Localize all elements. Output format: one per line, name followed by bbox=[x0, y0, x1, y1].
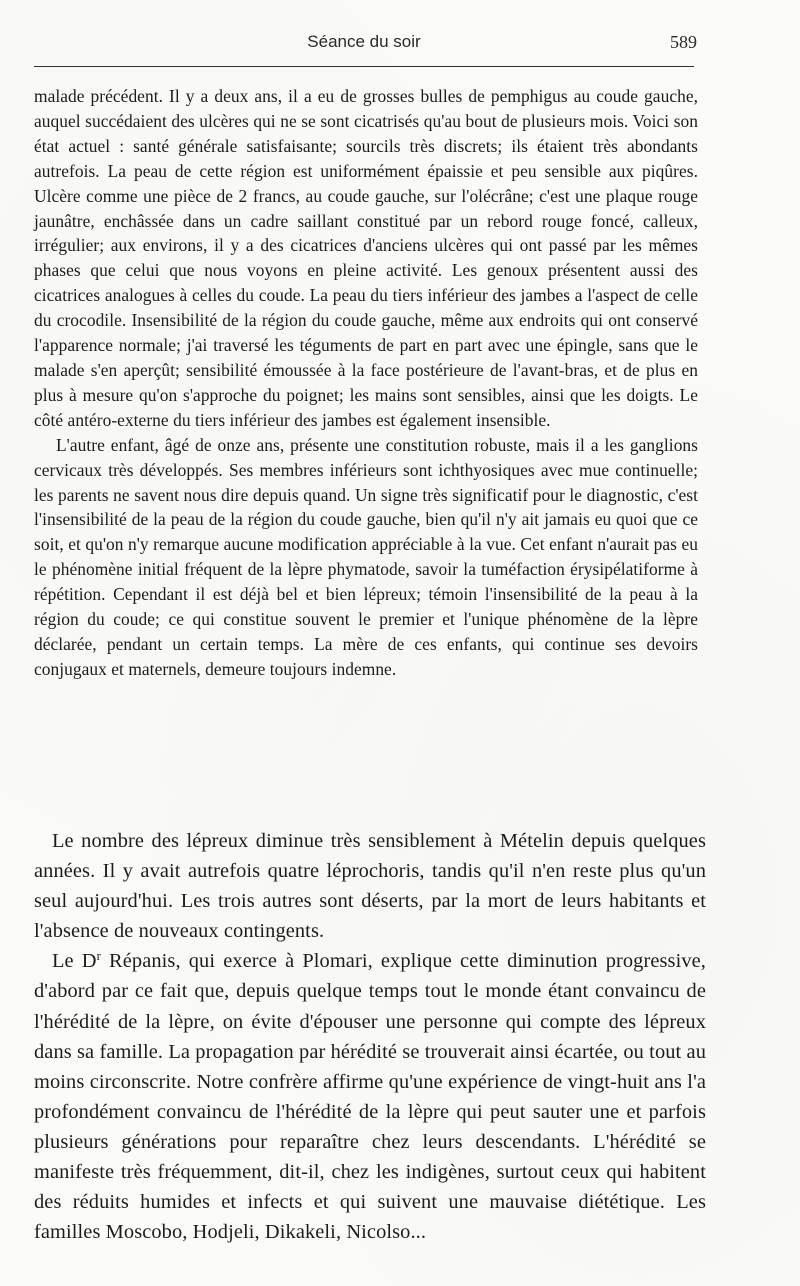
paragraph-second-child: L'autre enfant, âgé de onze ans, présente une constitution robuste, mais il a les ganglions cervicaux très développés. Ses membres inférieurs sont ichthyosiques avec mue continuelle; les parents ne savent nous dire depuis quand. Un signe très significatif pour le diagnostic, c'est l'insensibilité de la peau de la région du coude gauche, bien qu'il n'y ait jamais eu quoi que ce soit, et qu'on n'y remarque aucune modification appréciable à la vue. Cet enfant n'aurait pas eu le phénomène initial fréquent de la lèpre phymatode, savoir la tuméfaction érysipélatiforme à répétition. Cependant il est déjà bel et bien lépreux; témoin l'insensibilité de la peau à la région du coude; ce qui constitue souvent le premier et l'unique phénomène de la lèpre déclarée, pendant un certain temps. La mère de ces enfants, qui continue ses devoirs conjugaux et maternels, demeure toujours indemne. bbox=[34, 434, 698, 679]
paragraph-repanis-body: Répanis, qui exerce à Plomari, explique cette diminution progressive, d'abord par ce fait que, depuis quelque temps tout le monde étant convaincu de l'hérédité de la lèpre, on évite d'épouser une personne qui compte des lépreux dans sa famille. La propagation par hérédité se trouverait ainsi écartée, ou tout au moins circonscrite. Notre confrère affirme qu'une expérience de vingt-huit ans l'a profondément convaincu de l'hérédité de la lèpre qui peut sauter une et parfois plusieurs générations pour reparaître chez leurs descendants. L'hérédité se manifeste très fréquemment, dit-il, chez les indigènes, surtout ceux qui habitent des réduits humides et infects et qui suivent une mauvaise diététique. Les familles Moscobo, Hodjeli, Dikakeli, Nicolso... bbox=[34, 950, 706, 1244]
page-number: 589 bbox=[670, 32, 697, 52]
doctor-abbreviation: Le D bbox=[52, 950, 97, 973]
case-report-text bbox=[34, 84, 698, 682]
paragraph-leper-decline: Le nombre des lépreux diminue très sensiblement à Mételin depuis quelques années. Il y avait autrefois quatre léprochoris, tandis qu'il n'en reste plus qu'un seul aujourd'hui. Les trois autres sont déserts, par la mort de leurs habitants et l'absence de nouveaux contingents. bbox=[34, 830, 706, 943]
running-head: Séance du soir bbox=[307, 32, 421, 51]
paragraph-case-continuation: malade précédent. Il y a deux ans, il a eu de grosses bulles de pemphigus au coude gauche, auquel succédaient des ulcères qui ne se sont cicatrisés qu'au bout de plusieurs mois. Voici son état actuel : santé générale satisfaisante; sourcils très discrets; ils étaient très abondants autrefois. La peau de cette région est uniformément épaissie et peu sensible aux piqûres. Ulcère comme une pièce de 2 francs, au coude gauche, sur l'olécrâne; c'est une plaque rouge jaunâtre, enchâssée dans un cadre saillant constitué par un rebord rouge foncé, calleux, irrégulier; aux environs, il y a des cicatrices d'anciens ulcères qui ont passé par les mêmes phases que celui que nous voyons en pleine activité. Les genoux présentent aussi des cicatrices analogues à celles du coude. La peau du tiers inférieur des jambes a l'aspect de celle du crocodile. Insensibilité de la région du coude gauche, même aux endroits qui ont conservé l'apparence normale; j'ai traversé les téguments de part en part avec une épingle, sans que le malade s'en aperçût; sensibilité émoussée à la face postérieure de l'avant-bras, et de plus en plus à mesure qu'on s'approche du poignet; les mains sont sensibles, ainsi que les doigts. Le côté antéro-externe du tiers inférieur des jambes est également insensible. bbox=[34, 86, 698, 430]
main-text bbox=[34, 826, 706, 1247]
doctor-superscript: r bbox=[96, 949, 101, 964]
header-rule bbox=[34, 66, 694, 67]
paragraph-repanis bbox=[34, 946, 706, 1247]
page-header bbox=[34, 30, 697, 58]
